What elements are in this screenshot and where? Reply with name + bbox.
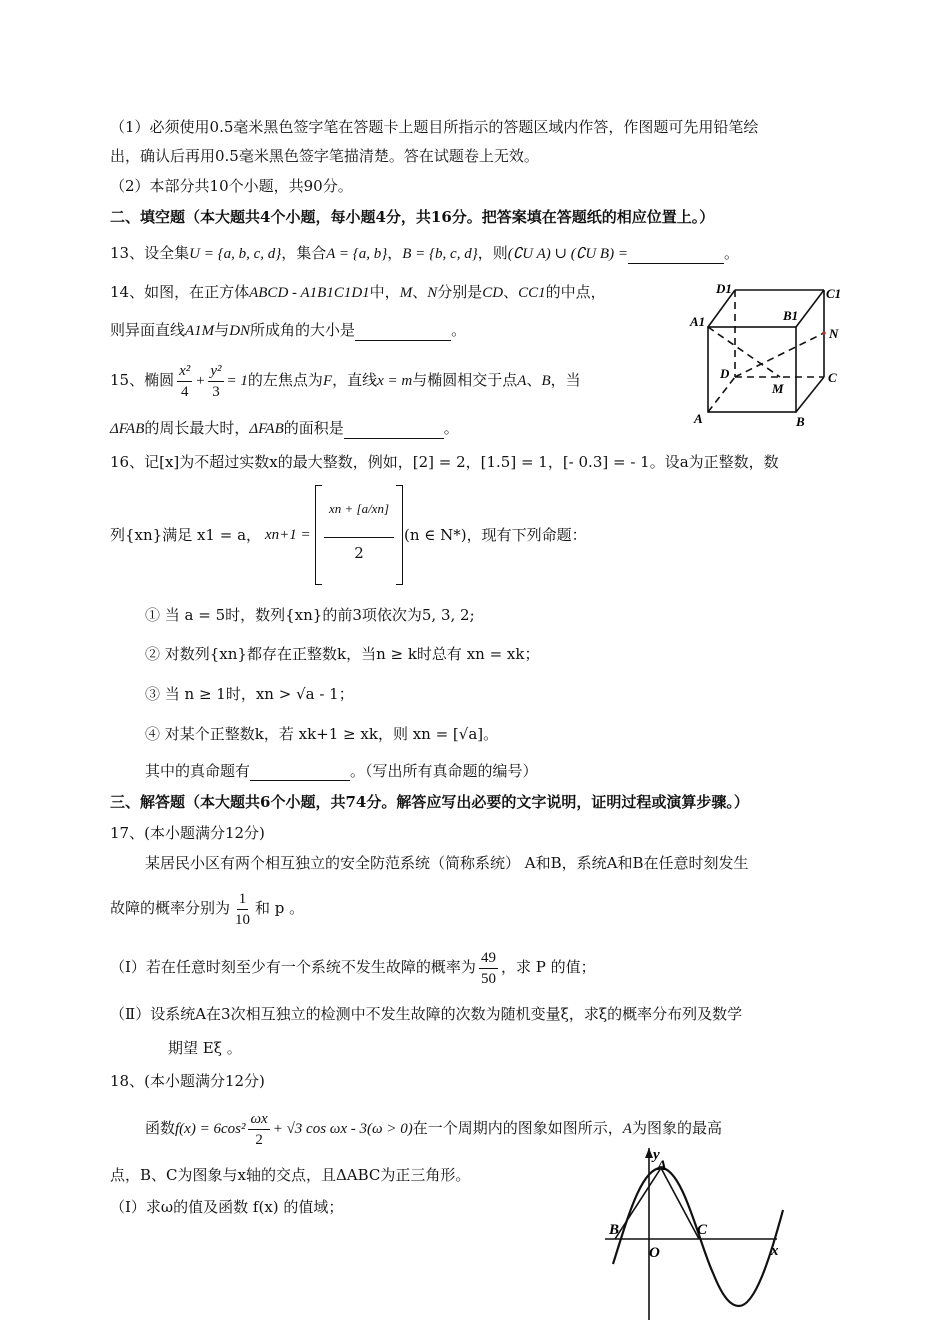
y-axis-arrow xyxy=(645,1148,653,1158)
q14-number: 14、 xyxy=(110,283,145,301)
q15-text: 的周长最大时， xyxy=(144,419,250,437)
q18-frac-den: 2 xyxy=(255,1131,263,1148)
q14-text: 分别是 xyxy=(437,283,483,301)
q16-proposition-2: ② 对数列{xn}都存在正整数k，当n ≥ k时总有 xn = xk； xyxy=(145,645,540,663)
q16-proposition-3: ③ 当 n ≥ 1时，xn > √a - 1； xyxy=(145,685,354,703)
q17-part1-frac-den: 50 xyxy=(480,970,496,987)
q16-recurrence-lhs: xn+1 = xyxy=(265,527,311,543)
q14-text: 的中点， xyxy=(545,283,606,301)
q14-math-n: N xyxy=(427,285,438,301)
question-14-line-1 xyxy=(110,282,606,303)
q16-sequence-def: 列{xn}满足 x1 = a， xyxy=(110,526,262,544)
question-13 xyxy=(110,243,739,264)
q14-math-cube: ABCD - A1B1C1D1 xyxy=(249,285,370,301)
q17-part-2-line-2: 期望 Eξ 。 xyxy=(168,1039,242,1057)
q16-text: 记[x]为不超过实数x的最大整数，例如，[2] = 2，[1.5] = 1，[- 0.3] = - 1。设a为正整数，数 xyxy=(144,453,779,471)
q15-frac-num: y² xyxy=(208,361,223,382)
q14-text: 如图，在正方体 xyxy=(144,283,250,301)
q16-answer-line xyxy=(145,760,538,781)
q17-line-2 xyxy=(110,884,304,932)
q16-frac-denominator: 2 xyxy=(354,544,364,562)
label-d: D xyxy=(720,366,730,381)
q15-text: 椭圆 xyxy=(144,371,175,389)
question-15-line-2 xyxy=(110,418,459,439)
q14-math-dn: DN xyxy=(229,323,251,339)
q17-part-1 xyxy=(110,943,596,991)
q14-math-cd: CD xyxy=(482,285,504,301)
sine-graph-figure xyxy=(605,1148,805,1328)
q18-text: 在一个周期内的图象如图所示， xyxy=(412,1119,623,1137)
q13-end: 。 xyxy=(723,244,739,262)
label-m: M xyxy=(772,381,784,396)
q13-math-expression: (∁U A) ∪ (∁U B) = xyxy=(507,246,628,262)
q18-part-1: （Ⅰ）求ω的值及函数 f(x) 的值域； xyxy=(110,1198,344,1216)
q17-frac-den: 10 xyxy=(235,911,251,928)
q14-math-m: M xyxy=(399,285,413,301)
q15-end: 。 xyxy=(443,419,459,437)
q16-proposition-1: ① 当 a = 5时，数列{xn}的前3项依次为5, 3, 2; xyxy=(145,606,475,624)
q15-math-triangle: ΔFAB xyxy=(110,421,145,437)
q14-text: 、 xyxy=(503,283,519,301)
q16-text: 其中的真命题有 xyxy=(145,762,251,780)
q18-fraction xyxy=(248,1109,269,1150)
q15-math-line: x = m xyxy=(377,373,413,389)
q15-text: 、 xyxy=(526,371,542,389)
q16-number: 16、 xyxy=(110,453,145,471)
label-b: B xyxy=(796,414,805,429)
q14-text: 中， xyxy=(369,283,400,301)
q17-part1-text: （Ⅰ）若在任意时刻至少有一个系统不发生故障的概率为 xyxy=(110,958,476,976)
label-a: A xyxy=(694,411,703,426)
label-d1: D1 xyxy=(716,281,732,296)
q16-text: 。（写出所有真命题的编号） xyxy=(350,762,538,780)
triangle-side-ac xyxy=(661,1168,699,1239)
question-15-line-1 xyxy=(110,356,581,404)
label-y: y xyxy=(653,1148,660,1163)
label-graph-c: C xyxy=(697,1222,708,1238)
q13-math-universal-set: U = {a, b, c, d} xyxy=(189,246,282,262)
q15-math-f: F xyxy=(322,373,333,389)
label-n: N xyxy=(829,326,839,341)
q15-frac-den: 4 xyxy=(180,383,189,400)
q13-text: ，则 xyxy=(477,244,508,262)
q15-fraction-y xyxy=(208,361,223,402)
q14-text: 所成角的大小是 xyxy=(250,321,356,339)
q15-frac-den: 3 xyxy=(212,383,220,400)
point-n-marker xyxy=(822,331,826,335)
q18-function-lhs: f(x) = 6cos² xyxy=(175,1121,246,1137)
q15-math-triangle: ΔFAB xyxy=(249,421,284,437)
q15-math-b: B xyxy=(541,373,551,389)
q17-fraction xyxy=(233,889,252,930)
cube-figure xyxy=(680,278,850,430)
q13-answer-blank xyxy=(628,243,724,264)
question-16-line-1 xyxy=(110,452,779,472)
q15-text: 的面积是 xyxy=(283,419,344,437)
label-c1: C1 xyxy=(826,286,842,301)
q17-part1-text: ，求 P 的值； xyxy=(500,958,596,976)
q15-frac-num: x² xyxy=(177,361,192,382)
label-b1: B1 xyxy=(783,308,799,323)
q16-answer-blank xyxy=(250,760,350,781)
q18-frac-num: ωx xyxy=(248,1109,269,1130)
cube-edge-bc xyxy=(796,377,824,412)
q15-math-a: A xyxy=(517,373,527,389)
q17-part-2-line-1: （Ⅱ）设系统A在3次相互独立的检测中不发生故障的次数为随机变量ξ，求ξ的概率分布列及数学 xyxy=(110,1005,743,1023)
q14-text: 则异面直线 xyxy=(110,321,186,339)
instruction-line-2: 出，确认后再用0.5毫米黑色签字笔描清楚。答在试题卷上无效。 xyxy=(110,147,539,165)
q17-text: 和 p 。 xyxy=(255,899,305,917)
q13-text: ，集合 xyxy=(281,244,327,262)
q14-end: 。 xyxy=(451,321,467,339)
q13-math-set-a: A = {a, b} xyxy=(326,246,388,262)
question-14-line-2 xyxy=(110,320,466,341)
q17-heading: 17、(本小题满分12分) xyxy=(110,824,265,842)
q16-frac-numerator: xn + [a/xn] xyxy=(328,501,390,516)
q16-floor-bracket xyxy=(315,485,403,585)
q16-text: (n ∈ N*)，现有下列命题： xyxy=(404,526,587,544)
instruction-line-3: （2）本部分共10个小题，共90分。 xyxy=(110,177,353,195)
q15-answer-blank xyxy=(344,418,444,439)
q15-fraction-x xyxy=(177,361,192,402)
label-x: x xyxy=(771,1243,779,1259)
q15-equals: = 1 xyxy=(226,373,248,389)
q17-frac-num: 1 xyxy=(237,889,249,910)
q18-function-rhs: + √3 cos ωx - 3(ω > 0) xyxy=(272,1121,413,1137)
q17-part1-frac-num: 49 xyxy=(479,948,498,969)
q18-text: 为图象的最高 xyxy=(631,1119,722,1137)
label-origin: O xyxy=(649,1245,660,1261)
q15-text: 的左焦点为 xyxy=(247,371,323,389)
q18-math-a: A xyxy=(622,1121,632,1137)
label-graph-a: A xyxy=(657,1158,668,1174)
q18-heading: 18、(本小题满分12分) xyxy=(110,1072,265,1090)
q14-math-cc1: CC1 xyxy=(518,285,546,301)
q13-text: 设全集 xyxy=(144,244,190,262)
q18-text: 函数 xyxy=(145,1119,176,1137)
q18-line-1 xyxy=(145,1104,722,1152)
label-graph-b: B xyxy=(609,1222,620,1238)
q15-text: 与椭圆相交于点 xyxy=(412,371,518,389)
instruction-line-1: （1）必须使用0.5毫米黑色签字笔在答题卡上题目所指示的答题区域内作答，作图题可先用铅笔绘 xyxy=(110,118,759,136)
q14-text: 与 xyxy=(214,321,230,339)
q15-text: ，当 xyxy=(550,371,581,389)
triangle-side-ba xyxy=(615,1168,661,1239)
section-2-heading: 二、填空题（本大题共4个小题，每小题4分，共16分。把答案填在答题纸的相应位置上。） xyxy=(110,208,715,226)
q18-line-2: 点，B、C为图象与x轴的交点，且ΔABC为正三角形。 xyxy=(110,1166,471,1184)
q13-math-set-b: B = {b, c, d} xyxy=(402,246,478,262)
q17-part1-fraction xyxy=(479,948,498,989)
q16-proposition-4: ④ 对某个正整数k，若 xk+1 ≥ xk，则 xn = [√a]。 xyxy=(145,725,499,743)
q14-text: 、 xyxy=(412,283,428,301)
q14-math-a1m: A1M xyxy=(185,323,215,339)
section-3-heading: 三、解答题（本大题共6个小题，共74分。解答应写出必要的文字说明，证明过程或演算步骤。） xyxy=(110,793,749,811)
q13-text: ， xyxy=(387,244,403,262)
segment-a1m xyxy=(708,327,780,377)
cube-edge-b1c1 xyxy=(796,290,824,327)
q14-answer-blank xyxy=(355,320,451,341)
q15-number: 15、 xyxy=(110,371,145,389)
label-a1: A1 xyxy=(690,314,706,329)
q17-line-1: 某居民小区有两个相互独立的安全防范系统（简称系统） A和B，系统A和B在任意时刻发生 xyxy=(145,854,749,872)
q17-text: 故障的概率分别为 xyxy=(110,899,231,917)
q13-number: 13、 xyxy=(110,244,145,262)
q15-text: ，直线 xyxy=(332,371,378,389)
q15-plus: + xyxy=(195,373,206,389)
label-c: C xyxy=(828,370,837,385)
cube-edge-ad-hidden xyxy=(708,377,735,412)
